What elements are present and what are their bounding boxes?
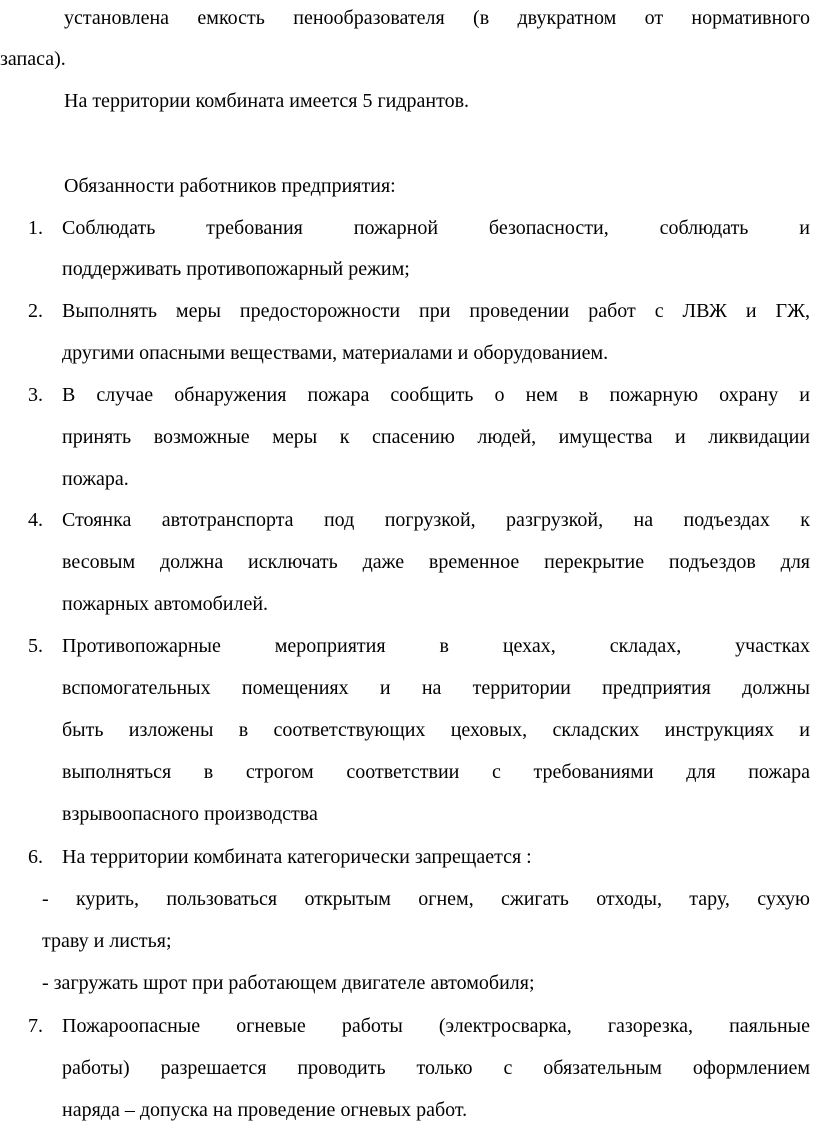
list-item-number: 7.	[28, 1015, 43, 1037]
list-item-number: 3.	[28, 384, 43, 406]
prohibition-line: траву и листья;	[42, 930, 172, 952]
list-item-line: весовым должна исключать даже временное перекрытие подъездов для	[62, 551, 810, 573]
list-item-line: выполняться в строгом соответствии с требованиями для пожара	[62, 761, 810, 783]
hydrants-paragraph: На территории комбината имеется 5 гидрантов.	[64, 90, 470, 112]
list-item-number: 1.	[28, 217, 43, 239]
prohibition-line: - загружать шрот при работающем двигателе автомобиля;	[42, 972, 535, 994]
list-item-line: Соблюдать требования пожарной безопасности, соблюдать и	[62, 217, 810, 239]
list-item-line: Стоянка автотранспорта под погрузкой, разгрузкой, на подъездах к	[62, 509, 810, 531]
list-item-line: наряда – допуска на проведение огневых работ.	[62, 1099, 468, 1121]
intro-line-1: установлена емкость пенообразователя (в двукратном от нормативного	[64, 7, 810, 29]
list-item-number: 6.	[28, 846, 43, 868]
list-item-line: На территории комбината категорически запрещается :	[62, 846, 532, 868]
list-item-number: 5.	[28, 635, 43, 657]
list-item-number: 2.	[28, 300, 43, 322]
list-item-line: Выполнять меры предосторожности при проведении работ с ЛВЖ и ГЖ,	[62, 300, 810, 322]
list-item-line: взрывоопасного производства	[62, 803, 318, 825]
list-item-line: пожара.	[62, 468, 129, 490]
intro-line-2: запаса).	[0, 48, 66, 70]
list-item-number: 4.	[28, 509, 43, 531]
list-item-line: работы) разрешается проводить только с обязательным оформлением	[62, 1057, 810, 1079]
duties-heading: Обязанности работников предприятия:	[64, 175, 396, 197]
list-item-line: Пожароопасные огневые работы (электросварка, газорезка, паяльные	[62, 1015, 810, 1037]
prohibition-line: - курить, пользоваться открытым огнем, сжигать отходы, тару, сухую	[42, 888, 810, 910]
list-item-line: другими опасными веществами, материалами и оборудованием.	[62, 342, 609, 364]
list-item-line: пожарных автомобилей.	[62, 593, 269, 615]
list-item-line: быть изложены в соответствующих цеховых, складских инструкциях и	[62, 719, 810, 741]
list-item-line: В случае обнаружения пожара сообщить о нем в пожарную охрану и	[62, 384, 810, 406]
list-item-line: вспомогательных помещениях и на территории предприятия должны	[62, 677, 810, 699]
list-item-line: поддерживать противопожарный режим;	[62, 258, 410, 280]
list-item-line: принять возможные меры к спасению людей, имущества и ликвидации	[62, 426, 810, 448]
list-item-line: Противопожарные мероприятия в цехах, складах, участках	[62, 635, 810, 657]
